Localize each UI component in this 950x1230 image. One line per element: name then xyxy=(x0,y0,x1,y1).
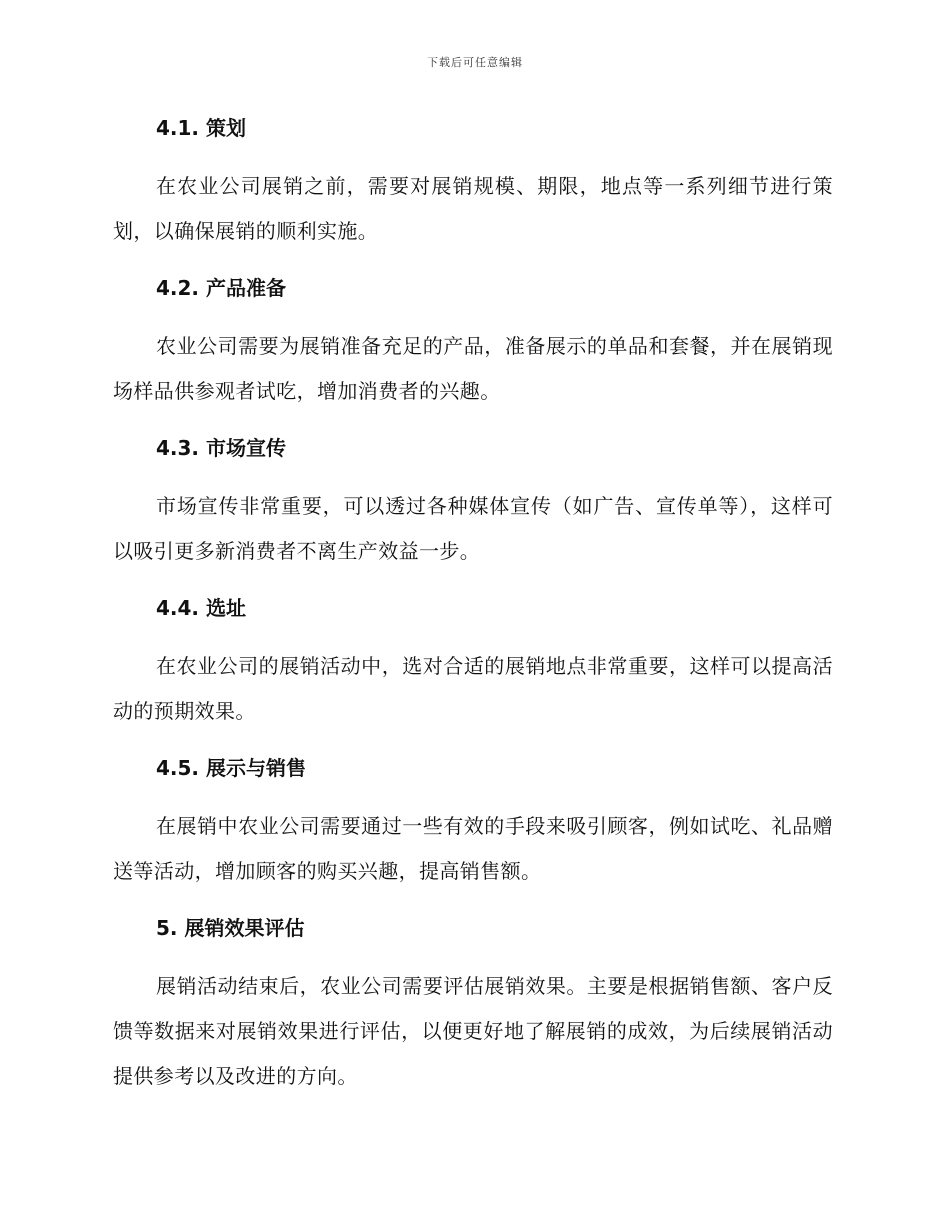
section-body-4-1: 在农业公司展销之前，需要对展销规模、期限，地点等一系列细节进行策划，以确保展销的顺利实施。 xyxy=(113,174,833,243)
section-heading-4-2: 4.2. 产品准备 xyxy=(156,276,286,300)
page-header: 下载后可任意编辑 xyxy=(427,56,523,69)
section-heading-4-4: 4.4. 选址 xyxy=(156,596,246,620)
section-heading-5: 5. 展销效果评估 xyxy=(156,916,305,940)
section-heading-4-3: 4.3. 市场宣传 xyxy=(156,436,286,460)
section-body-4-4: 在农业公司的展销活动中，选对合适的展销地点非常重要，这样可以提高活动的预期效果。 xyxy=(113,654,833,723)
section-heading-4-5: 4.5. 展示与销售 xyxy=(156,756,306,780)
section-body-4-3: 市场宣传非常重要，可以透过各种媒体宣传（如广告、宣传单等），这样可以吸引更多新消费者不离生产效益一步。 xyxy=(113,494,833,563)
section-body-4-5: 在展销中农业公司需要通过一些有效的手段来吸引顾客，例如试吃、礼品赠送等活动，增加顾客的购买兴趣，提高销售额。 xyxy=(113,814,833,883)
section-heading-4-1: 4.1. 策划 xyxy=(156,116,246,140)
section-body-4-2: 农业公司需要为展销准备充足的产品，准备展示的单品和套餐，并在展销现场样品供参观者试吃，增加消费者的兴趣。 xyxy=(113,334,833,403)
section-body-5: 展销活动结束后，农业公司需要评估展销效果。主要是根据销售额、客户反馈等数据来对展销效果进行评估，以便更好地了解展销的成效，为后续展销活动提供参考以及改进的方向。 xyxy=(113,974,833,1088)
